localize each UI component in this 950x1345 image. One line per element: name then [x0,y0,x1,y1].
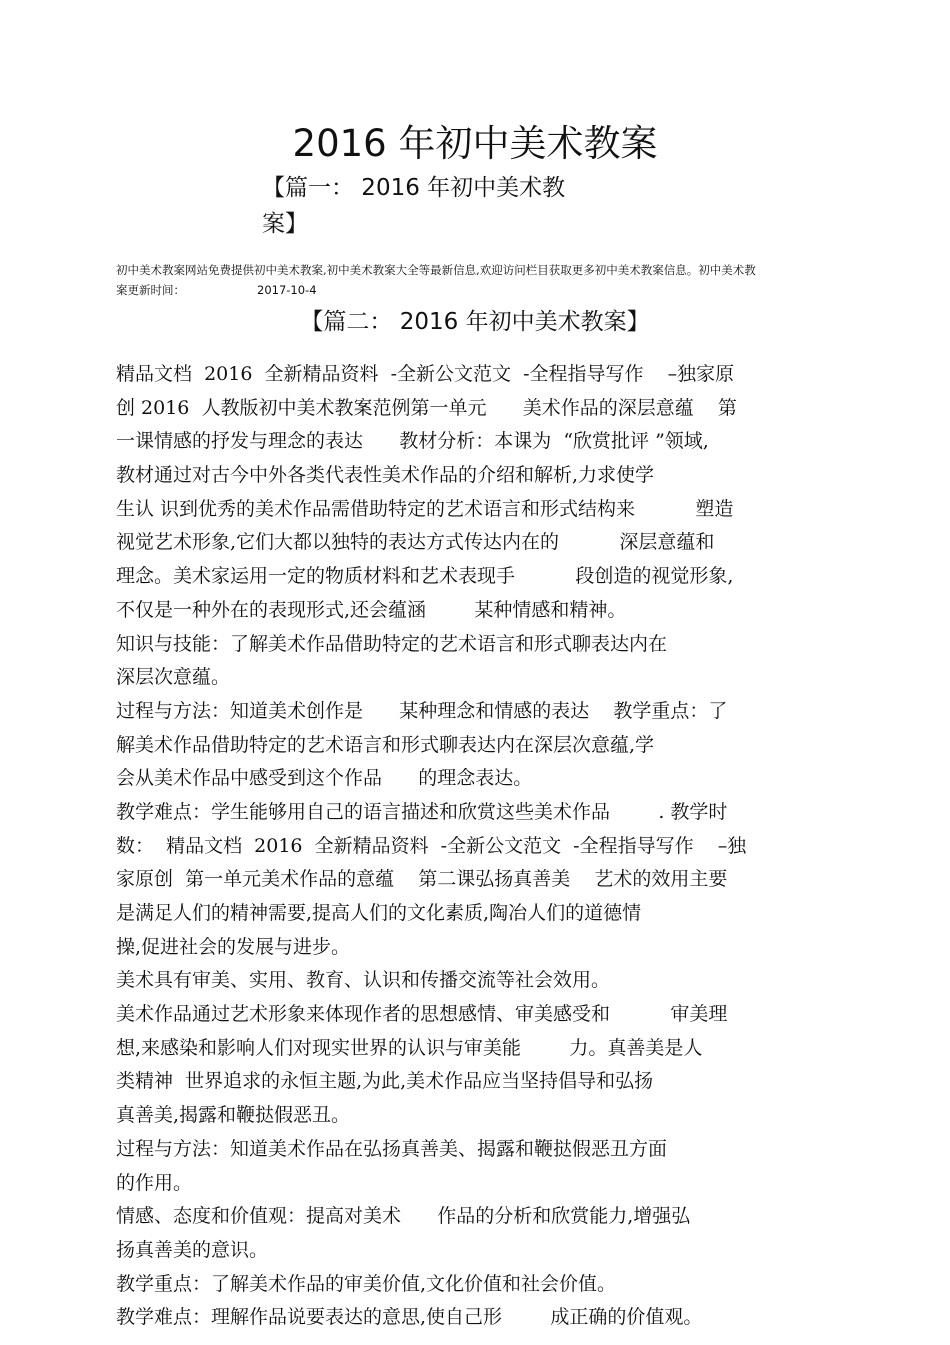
body-line: 教学难点：理解作品说要表达的意思,使自己形 成正确的价值观。 [116,1306,703,1329]
body-line: 家原创 第一单元美术作品的意蕴 第二课弘扬真善美 艺术的效用主要 [116,868,728,891]
body-text [116,358,836,1335]
body-line: 精品文档 2016 全新精品资料 -全新公文范文 -全程指导写作 –独家原 [116,363,735,385]
body-line: 创 2016 人教版初中美术教案范例第一单元 美术作品的深层意蕴 第 [116,396,737,419]
body-line: 类精神 世界追求的永恒主题,为此,美术作品应当坚持倡导和弘扬 [116,1070,654,1093]
section-heading-2: 【篇二： 2016 年初中美术教案】 [300,309,650,335]
section-heading-1-line-1: 【篇一： 2016 年初中美术教 [262,175,566,201]
body-line: 会从美术作品中感受到这个作品 的理念表达。 [116,767,533,790]
body-line: 操,促进社会的发展与进步。 [116,935,351,958]
body-line: 的作用。 [116,1171,193,1194]
body-line: 是满足人们的精神需要,提高人们的文化素质,陶冶人们的道德情 [116,902,642,924]
update-date: 2017-10-4 [257,283,317,297]
body-line: 不仅是一种外在的表现形式,还会蕴涵 某种情感和精神。 [116,598,627,621]
body-line: 扬真善美的意识。 [116,1238,269,1261]
body-line: 情感、态度和价值观：提高对美术 作品的分析和欣赏能力,增强弘 [116,1205,691,1228]
body-line: 解美术作品借助特定的艺术语言和形式聊表达内在深层次意蕴,学 [116,733,655,756]
source-info-text: 初中美术教案网站免费提供初中美术教案,初中美术教案大全等最新信息,欢迎访问栏目获取更多初中美术教案信息。初中美术教案更新时间： [116,263,756,297]
body-line: 生认 识到优秀的美术作品需借助特定的艺术语言和形式结构来 塑造 [116,497,734,520]
body-line: 教学难点：学生能够用自己的语言描述和欣赏这些美术作品 . 教学时 [116,800,728,823]
document-title: 2016 年初中美术教案 [292,122,658,165]
body-line: 数： 精品文档 2016 全新精品资料 -全新公文范文 -全程指导写作 –独 [116,834,747,857]
body-line: 真善美,揭露和鞭挞假恶丑。 [116,1104,351,1127]
body-line: 过程与方法：知道美术作品在弘扬真善美、揭露和鞭挞假恶丑方面 [116,1137,668,1160]
body-line: 美术具有审美、实用、教育、认识和传播交流等社会效用。 [116,969,611,992]
body-line: 教材通过对古今中外各类代表性美术作品的介绍和解析,力求使学 [116,464,655,487]
body-line: 理念。美术家运用一定的物质材料和艺术表现手 段创造的视觉形象, [116,565,734,588]
body-line: 教学重点：了解美术作品的审美价值,文化价值和社会价值。 [116,1272,617,1295]
body-line: 想,来感染和影响人们对现实世界的认识与审美能 力。真善美是人 [116,1036,703,1059]
body-line: 一课情感的抒发与理念的表达 教材分析：本课为 “欣赏批评 ”领域, [116,430,709,453]
section-heading-1 [262,170,642,242]
source-info [116,260,756,300]
body-line: 美术作品通过艺术形象来体现作者的思想感情、审美感受和 审美理 [116,1003,728,1026]
body-line: 过程与方法：知道美术创作是 某种理念和情感的表达 教学重点：了 [116,699,728,722]
body-line: 视觉艺术形象,它们大都以独特的表达方式传达内在的 深层意蕴和 [116,531,715,554]
body-line: 深层次意蕴。 [116,666,231,689]
section-heading-1-line-2: 案】 [262,211,308,237]
body-line: 知识与技能：了解美术作品借助特定的艺术语言和形式聊表达内在 [116,632,668,655]
